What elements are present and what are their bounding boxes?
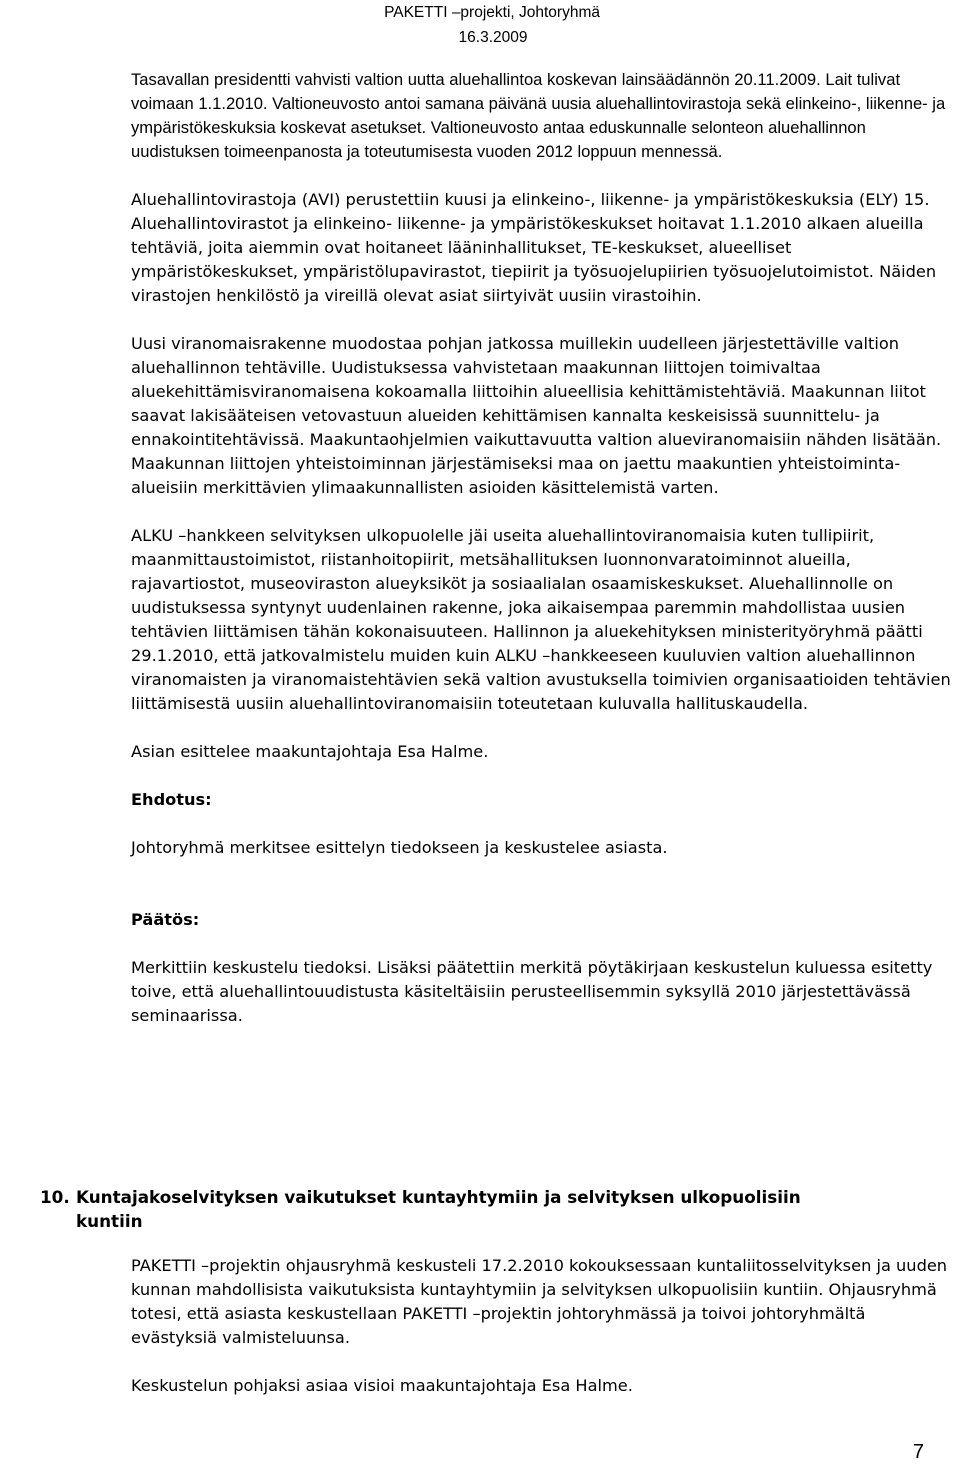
- section-title-line1: Kuntajakoselvityksen vaikutukset kuntayhtymiin ja selvityksen ulkopuolisiin: [76, 1187, 801, 1207]
- paragraph-avi-ely: Aluehallintovirastoja (AVI) perustettiin kuusi ja elinkeino-, liikenne- ja ympäristökeskuksia (ELY) 15. Aluehallintovirastot ja elinkeino- liikenne- ja ympäristökeskukset hoitavat 1.1.2010 alkaen alueilla tehtäviä, joita aiemmin ovat hoitaneet lääninhallitukset, TE-keskukset, alueelliset ympäristökeskukset, ympäristölupavirastot, tiepiirit ja työsuojelupiirien työsuojelutoimistot. Näiden virastojen henkilöstö ja vireillä olevat asiat siirtyivät uusiin virastoihin.: [131, 190, 937, 305]
- header-date: 16.3.2009: [458, 29, 528, 46]
- paatos-text: Merkittiin keskustelu tiedoksi. Lisäksi päätettiin merkitä pöytäkirjaan keskustelun kuluessa esitetty toive, että aluehallintouudistusta käsiteltäisiin perusteellisemmin syksyllä 2010 järjestettävässä seminaarissa.: [131, 958, 933, 1025]
- section-title-line2: kuntiin: [76, 1211, 143, 1231]
- section-10-paragraph-keskustelu: Keskustelun pohjaksi asiaa visioi maakuntajohtaja Esa Halme.: [131, 1376, 633, 1395]
- paragraph-aluehallinto-laki: Tasavallan presidentti vahvisti valtion uutta aluehallintoa koskevan lainsäädännön 20.11.2009. Lait tulivat voimaan 1.1.2010. Valtioneuvosto antoi samana päivänä uusia aluehallintovirastoja sekä elinkeino-, liikenne- ja ympäristökeskuksia koskevat asetukset. Valtioneuvosto antaa eduskunnalle selonteon aluehallinnon uudistuksen toimeenpanosta ja toteutumisesta vuoden 2012 loppuun mennessä.: [131, 70, 946, 161]
- main-content: [131, 68, 951, 1028]
- page-number: 7: [912, 1441, 924, 1463]
- section-number: 10.: [40, 1187, 70, 1207]
- page-header: [384, 0, 600, 50]
- header-title: PAKETTI –projekti, Johtoryhmä: [384, 4, 600, 21]
- ehdotus-text: Johtoryhmä merkitsee esittelyn tiedokseen ja keskustelee asiasta.: [131, 838, 668, 857]
- ehdotus-heading: Ehdotus:: [131, 790, 212, 809]
- paragraph-esittelija: Asian esittelee maakuntajohtaja Esa Halme.: [131, 742, 489, 761]
- paragraph-alku-hanke: ALKU –hankkeen selvityksen ulkopuolelle jäi useita aluehallintoviranomaisia kuten tullipiirit, maanmittaustoimistot, riistanhoitopiirit, metsähallituksen luonnonvaratoiminnot alueilla, rajavartiostot, museoviraston alueyksiköt ja sosiaalialan osaamiskeskukset. Aluehallinnolle on uudistuksessa syntynyt uudenlainen rakenne, joka aikaisempaa paremmin mahdollistaa uusien tehtävien liittämisen tähän kokonaisuuteen. Hallinnon ja aluekehityksen ministerityöryhmä päätti 29.1.2010, että jatkovalmistelu muiden kuin ALKU –hankkeeseen kuuluvien valtion aluehallinnon viranomaisten ja viranomaistehtävien sekä valtion avustuksella toimivien organisaatioiden tehtävien liittämisestä uusiin aluehallintoviranomaisiin toteutetaan kuluvalla hallituskaudella.: [131, 526, 951, 713]
- section-10-body: [131, 1254, 951, 1398]
- section-10-paragraph-ohjausryhma: PAKETTI –projektin ohjausryhmä keskusteli 17.2.2010 kokouksessaan kuntaliitosselvityksen ja uuden kunnan mahdollisista vaikutuksista kuntayhtymiin ja selvityksen ulkopuolisiin kuntiin. Ohjausryhmä totesi, että asiasta keskustellaan PAKETTI –projektin johtoryhmässä ja toivoi johtoryhmältä evästyksiä valmisteluunsa.: [131, 1256, 948, 1347]
- section-10-heading: [40, 1185, 920, 1233]
- paatos-heading: Päätös:: [131, 910, 200, 929]
- paragraph-viranomaisrakenne: Uusi viranomaisrakenne muodostaa pohjan jatkossa muillekin uudelleen järjestettäville valtion aluehallinnon tehtäville. Uudistuksessa vahvistetaan maakunnan liittojen toimivaltaa aluekehittämisviranomaisena kokoamalla liittoihin alueellisia kehittämistehtäviä. Maakunnan liitot saavat lakisääteisen vetovastuun alueiden kehittämisen kannalta keskeisissä suunnittelu- ja ennakointitehtävissä. Maakuntaohjelmien vaikuttavuutta valtion alueviranomaisiin nähden lisätään. Maakunnan liittojen yhteistoiminnan järjestämiseksi maa on jaettu maakuntien yhteistoiminta-alueisiin merkittävien ylimaakunnallisten asioiden käsittelemistä varten.: [131, 334, 942, 497]
